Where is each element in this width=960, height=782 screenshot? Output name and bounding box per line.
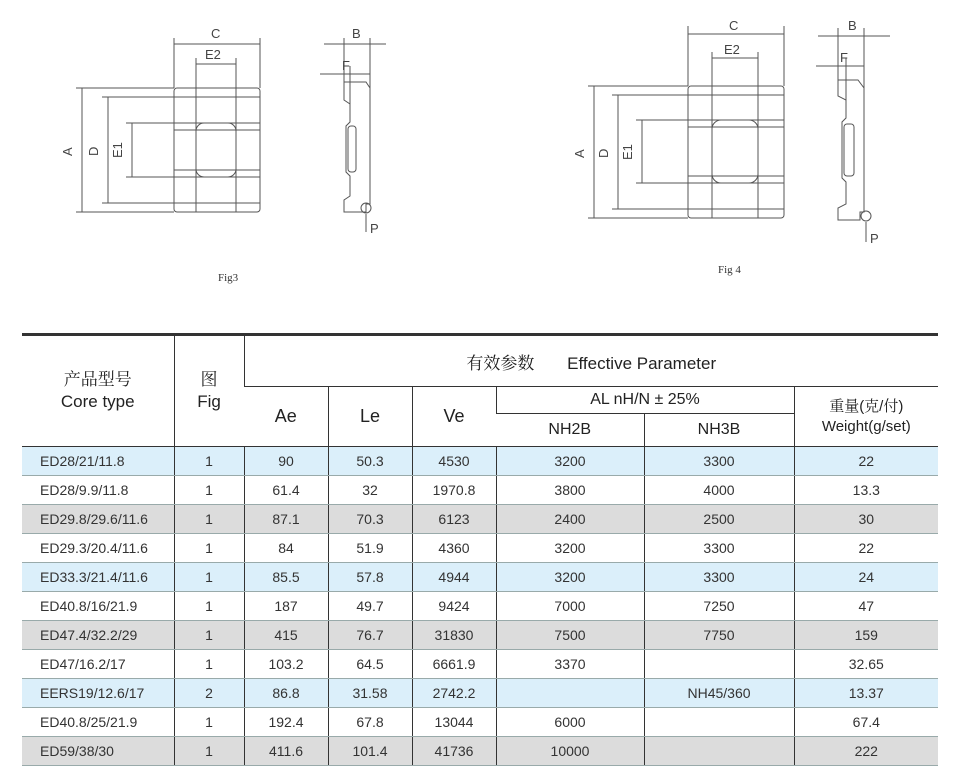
cell-weight: 222 xyxy=(794,737,938,766)
table-row xyxy=(22,505,938,534)
cell-fig: 1 xyxy=(174,650,244,679)
cell-fig: 1 xyxy=(174,621,244,650)
cell-nh2b: 3200 xyxy=(496,447,644,476)
cell-nh3b xyxy=(644,737,794,766)
cell-ae: 84 xyxy=(244,534,328,563)
cell-ve: 9424 xyxy=(412,592,496,621)
header-effective-en: Effective Parameter xyxy=(567,353,717,373)
cell-weight: 24 xyxy=(794,563,938,592)
fig4-label-p: P xyxy=(870,231,879,246)
table-row xyxy=(22,737,938,766)
cell-ve: 2742.2 xyxy=(412,679,496,708)
cell-nh3b: 7250 xyxy=(644,592,794,621)
table-row xyxy=(22,679,938,708)
fig4-label-f: F xyxy=(840,50,848,65)
cell-le: 67.8 xyxy=(328,708,412,737)
header-weight-cn: 重量(克/付) xyxy=(829,397,904,415)
cell-le: 51.9 xyxy=(328,534,412,563)
cell-le: 49.7 xyxy=(328,592,412,621)
cell-ae: 415 xyxy=(244,621,328,650)
cell-nh2b: 7000 xyxy=(496,592,644,621)
cell-fig: 1 xyxy=(174,592,244,621)
cell-ae: 187 xyxy=(244,592,328,621)
fig3-label-c: C xyxy=(211,26,221,41)
cell-ae: 87.1 xyxy=(244,505,328,534)
header-effective-cn: 有效参数 xyxy=(466,353,535,373)
cell-nh2b: 6000 xyxy=(496,708,644,737)
cell-core-type: ED40.8/16/21.9 xyxy=(22,592,174,621)
cell-nh2b: 3800 xyxy=(496,476,644,505)
cell-weight: 32.65 xyxy=(794,650,938,679)
header-fig-cn: 图 xyxy=(200,370,218,389)
cell-core-type: ED29.3/20.4/11.6 xyxy=(22,534,174,563)
cell-le: 101.4 xyxy=(328,737,412,766)
header-le: Le xyxy=(328,387,412,447)
cell-nh2b: 10000 xyxy=(496,737,644,766)
cell-ae: 85.5 xyxy=(244,563,328,592)
header-ae: Ae xyxy=(244,387,328,447)
cell-fig: 1 xyxy=(174,476,244,505)
table-row xyxy=(22,447,938,476)
header-nh3b: NH3B xyxy=(644,414,794,447)
cell-ve: 4530 xyxy=(412,447,496,476)
fig3-label-e2: E2 xyxy=(205,47,221,62)
header-nh2b: NH2B xyxy=(496,414,644,447)
cell-weight: 30 xyxy=(794,505,938,534)
header-ve: Ve xyxy=(412,387,496,447)
cell-fig: 1 xyxy=(174,447,244,476)
fig4-caption: Fig 4 xyxy=(718,264,741,276)
cell-core-type: EERS19/12.6/17 xyxy=(22,679,174,708)
cell-core-type: ED40.8/25/21.9 xyxy=(22,708,174,737)
table-row xyxy=(22,650,938,679)
cell-nh3b: 3300 xyxy=(644,447,794,476)
cell-core-type: ED47.4/32.2/29 xyxy=(22,621,174,650)
fig4-label-e1: E1 xyxy=(620,144,635,160)
fig4-label-e2: E2 xyxy=(724,42,740,57)
fig3-caption: Fig3 xyxy=(218,272,239,284)
table-row xyxy=(22,476,938,505)
cell-ve: 31830 xyxy=(412,621,496,650)
cell-ve: 4360 xyxy=(412,534,496,563)
cell-core-type: ED28/21/11.8 xyxy=(22,447,174,476)
cell-fig: 1 xyxy=(174,534,244,563)
header-core-type xyxy=(22,335,174,447)
fig3-label-d: D xyxy=(86,146,101,156)
cell-le: 70.3 xyxy=(328,505,412,534)
cell-nh2b: 3370 xyxy=(496,650,644,679)
cell-fig: 1 xyxy=(174,563,244,592)
table-row xyxy=(22,708,938,737)
cell-nh3b: 7750 xyxy=(644,621,794,650)
table-row xyxy=(22,621,938,650)
cell-weight: 47 xyxy=(794,592,938,621)
cell-nh2b: 3200 xyxy=(496,563,644,592)
fig4-label-d: D xyxy=(596,148,611,158)
cell-nh2b xyxy=(496,679,644,708)
cell-weight: 22 xyxy=(794,534,938,563)
cell-weight: 13.37 xyxy=(794,679,938,708)
cell-le: 50.3 xyxy=(328,447,412,476)
cell-fig: 2 xyxy=(174,679,244,708)
cell-le: 57.8 xyxy=(328,563,412,592)
cell-nh3b: 3300 xyxy=(644,563,794,592)
cell-ve: 1970.8 xyxy=(412,476,496,505)
cell-ae: 86.8 xyxy=(244,679,328,708)
fig3-label-f: F xyxy=(342,58,350,73)
cell-core-type: ED47/16.2/17 xyxy=(22,650,174,679)
header-effective-parameter xyxy=(244,335,938,387)
table-row xyxy=(22,592,938,621)
fig3-label-b: B xyxy=(352,26,361,41)
fig4-label-c: C xyxy=(729,18,739,33)
cell-ve: 6123 xyxy=(412,505,496,534)
header-fig xyxy=(174,335,244,447)
header-core-type-en: Core type xyxy=(60,392,135,411)
fig4-label-a: A xyxy=(572,149,587,158)
fig3-label-e1: E1 xyxy=(110,142,125,158)
cell-nh3b: 3300 xyxy=(644,534,794,563)
cell-weight: 22 xyxy=(794,447,938,476)
technical-drawings xyxy=(0,0,960,330)
spec-table-body xyxy=(22,447,938,766)
cell-fig: 1 xyxy=(174,737,244,766)
cell-nh2b: 3200 xyxy=(496,534,644,563)
fig3-label-p: P xyxy=(370,221,379,236)
cell-core-type: ED59/38/30 xyxy=(22,737,174,766)
cell-nh3b xyxy=(644,708,794,737)
core-spec-table xyxy=(22,333,938,766)
header-core-type-cn: 产品型号 xyxy=(63,370,132,389)
cell-core-type: ED33.3/21.4/11.6 xyxy=(22,563,174,592)
cell-weight: 67.4 xyxy=(794,708,938,737)
cell-core-type: ED29.8/29.6/11.6 xyxy=(22,505,174,534)
cell-le: 32 xyxy=(328,476,412,505)
cell-ae: 192.4 xyxy=(244,708,328,737)
cell-fig: 1 xyxy=(174,505,244,534)
cell-ve: 13044 xyxy=(412,708,496,737)
cell-nh2b: 7500 xyxy=(496,621,644,650)
header-fig-en: Fig xyxy=(197,392,221,411)
cell-le: 76.7 xyxy=(328,621,412,650)
header-al: AL nH/N ± 25% xyxy=(496,387,794,414)
cell-nh3b: NH45/360 xyxy=(644,679,794,708)
cell-nh3b xyxy=(644,650,794,679)
cell-nh3b: 4000 xyxy=(644,476,794,505)
cell-ve: 41736 xyxy=(412,737,496,766)
cell-core-type: ED28/9.9/11.8 xyxy=(22,476,174,505)
fig3-label-a: A xyxy=(60,147,75,156)
cell-ve: 4944 xyxy=(412,563,496,592)
cell-ae: 103.2 xyxy=(244,650,328,679)
cell-ve: 6661.9 xyxy=(412,650,496,679)
header-weight-en: Weight(g/set) xyxy=(821,417,911,435)
cell-le: 31.58 xyxy=(328,679,412,708)
table-row xyxy=(22,563,938,592)
figure-3-drawing xyxy=(76,38,386,232)
cell-le: 64.5 xyxy=(328,650,412,679)
cell-ae: 411.6 xyxy=(244,737,328,766)
cell-fig: 1 xyxy=(174,708,244,737)
cell-ae: 90 xyxy=(244,447,328,476)
cell-weight: 13.3 xyxy=(794,476,938,505)
cell-nh2b: 2400 xyxy=(496,505,644,534)
fig4-label-b: B xyxy=(848,18,857,33)
cell-nh3b: 2500 xyxy=(644,505,794,534)
cell-ae: 61.4 xyxy=(244,476,328,505)
table-row xyxy=(22,534,938,563)
header-weight xyxy=(794,387,938,447)
cell-weight: 159 xyxy=(794,621,938,650)
